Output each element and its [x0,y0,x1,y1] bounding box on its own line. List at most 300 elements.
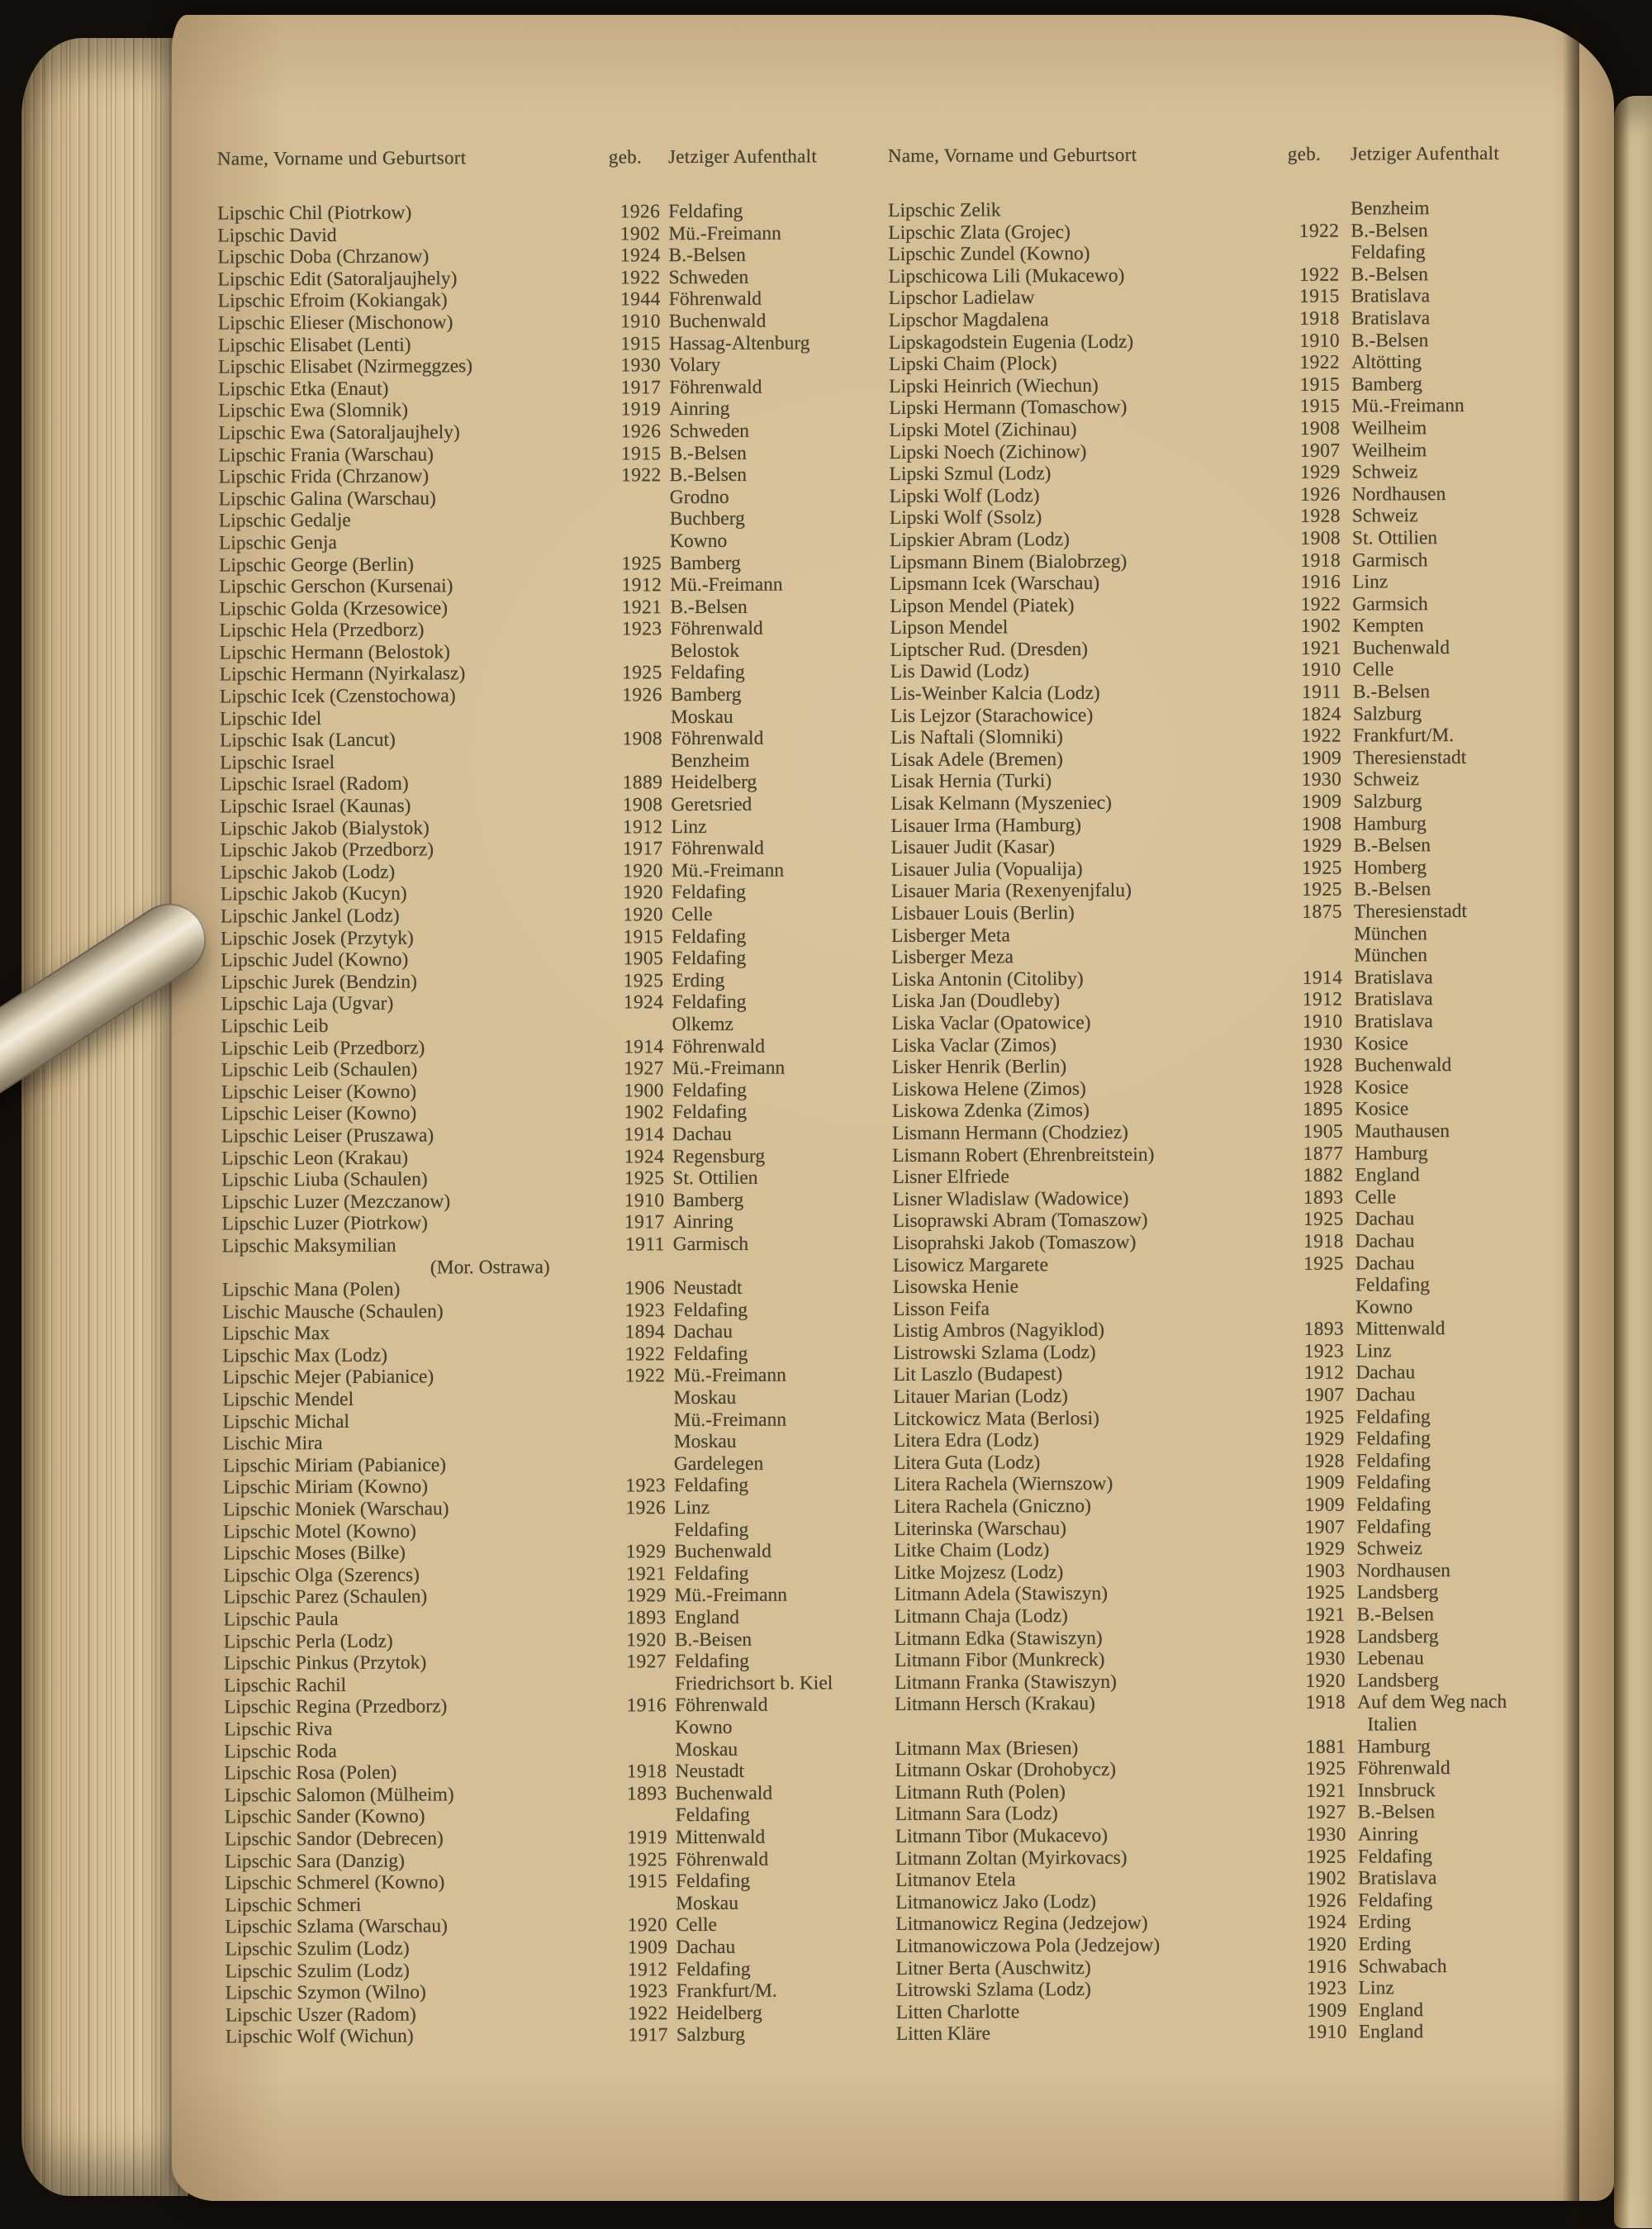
table-row [220,706,857,730]
entry-birthyear: 1915 [1270,396,1340,418]
header-birthyear-label: geb. [591,146,660,168]
entry-location: Feldafing [1355,1274,1430,1296]
entry-name: Lipschic Schmeri [225,1894,361,1918]
entry-location: B.-Belsen [670,464,747,487]
entry-birthyear: 1925 [1275,1252,1344,1275]
entry-location: Garmisch [1352,549,1427,572]
entry-name: Lisak Hernia (Turki) [890,771,1051,794]
entry-birthyear: 1914 [1273,967,1342,989]
entry-location: Feldafing [672,948,746,970]
entry-birthyear: 1925 [1277,1846,1346,1868]
table-row [225,1913,862,1938]
entry-birthyear: 1881 [1276,1736,1346,1758]
entry-name: Lipschic Luzer (Mezczanow) [221,1191,450,1214]
entry-location: Dachau [1355,1252,1415,1275]
entry-location: Linz [1359,1977,1394,1999]
entry-location: B.-Belsen [1351,330,1428,352]
table-row [221,882,858,906]
table-row [222,1255,860,1280]
entry-name: Litmanowicz Jako (Lodz) [895,1891,1096,1914]
entry-name: Lipschic Jakob (Lodz) [221,861,396,884]
gutter-shadow [1563,26,1579,2229]
table-row [223,1409,861,1433]
entry-birthyear: 1928 [1274,1055,1343,1077]
entry-location: Mü.-Freimann [670,574,783,597]
entry-location: Buchenwald [669,311,767,334]
table-row [890,460,1602,485]
entry-location: B.-Belsen [670,596,747,618]
entry-birthyear: 1908 [1270,418,1340,440]
entry-birthyear: 1922 [596,1366,665,1388]
entry-birthyear: 1922 [592,464,662,487]
entry-location: Frankfurt/M. [676,1980,777,2003]
entry-birthyear: 1925 [1275,1406,1345,1428]
table-row [892,1163,1604,1188]
entry-birthyear: 1909 [598,1937,667,1959]
entry-birthyear: 1921 [1276,1604,1346,1627]
entry-location: Feldafing [672,991,746,1014]
entry-birthyear: 1903 [1275,1560,1345,1582]
table-row [895,1735,1607,1760]
table-row [895,1866,1607,1891]
entry-name: Liskowa Helene (Zimos) [892,1078,1086,1101]
entry-location: Feldafing [1356,1516,1431,1538]
table-row [225,1804,862,1829]
entry-name: Lipschic Edit (Satoraljaujhely) [218,268,458,291]
page-stack-edges [21,38,188,2196]
entry-location: Linz [674,1497,710,1519]
table-row [891,1010,1603,1034]
table-row [224,1738,862,1763]
entry-birthyear: 1902 [595,1102,664,1124]
table-row [221,1013,859,1038]
entry-location: Feldafing [674,1563,748,1585]
entry-name: Literinska (Warschau) [894,1518,1066,1541]
entry-location: Schweiz [1352,461,1418,483]
entry-location: B.-Belsen [1354,879,1431,901]
table-row [223,1430,861,1455]
entry-birthyear: 1912 [1273,989,1342,1011]
entry-birthyear: 1925 [1273,879,1342,901]
table-row [218,332,856,357]
entry-birthyear: 1928 [1275,1450,1345,1472]
table-row [894,1537,1606,1561]
table-row [221,947,858,972]
entry-name: Lipschic Luzer (Piotrkow) [222,1213,428,1236]
table-row [223,1452,861,1477]
entry-name: Lipschic Icek (Czenstochowa) [220,685,456,708]
entry-location: Hassag-Altenburg [669,332,810,355]
header-residence-label: Jetziger Aufenthalt [668,145,817,168]
entry-name: Lipschic Hermann (Belostok) [220,641,450,664]
entry-name: Lipschic Jakob (Kucyn) [221,883,407,906]
entry-birthyear: 1912 [598,1959,667,1981]
entry-birthyear: 1926 [1271,483,1341,506]
entry-name: Lipschic Israel [220,752,335,775]
entry-location: Dachau [672,1124,732,1146]
entry-location: Erding [1358,1933,1411,1956]
entry-location: Feldafing [676,1870,750,1893]
entry-location: Garmisch [673,1233,748,1256]
entry-name: Lipschic Leiser (Kowno) [221,1103,416,1126]
table-row [893,1318,1605,1343]
header-name-label: Name, Vorname und Geburtsort [217,147,467,169]
entry-location: Buchenwald [676,1782,773,1805]
entry-location: Celle [672,904,713,926]
table-row [890,636,1602,661]
table-row [888,240,1600,265]
entry-location: Homberg [1354,857,1427,879]
table-row [893,1208,1605,1233]
table-row [889,285,1601,310]
entry-location: B.-Belsen [1354,834,1431,857]
table-row [889,416,1601,441]
table-row [891,856,1603,881]
entry-birthyear: 1929 [1273,835,1342,858]
table-row [890,658,1602,683]
entry-location: Salzburg [676,2024,745,2046]
entry-location: Feldafing [673,1343,748,1366]
table-row [891,900,1603,924]
entry-birthyear: 1875 [1273,901,1342,924]
entry-location: Bamberg [671,684,742,706]
table-row [891,878,1603,903]
entry-birthyear: 1894 [596,1321,665,1343]
entry-birthyear: 1922 [1272,725,1341,748]
table-row [894,1427,1606,1452]
entry-birthyear: 1893 [597,1607,667,1629]
entry-location: Kowno [675,1717,732,1739]
table-row [223,1562,861,1587]
entry-birthyear: 1924 [594,992,663,1015]
table-row [892,1032,1604,1057]
entry-location: Belostok [671,640,740,663]
entry-name: Lipschic Golda (Krzesowice) [219,597,448,620]
entry-location: Föhrenwald [1357,1757,1450,1780]
entry-birthyear: 1930 [1272,769,1341,791]
entry-location: Regensburg [672,1145,765,1167]
entry-location: Geretsried [671,794,752,816]
entry-birthyear: 1914 [595,1036,664,1058]
entry-location: Mü.-Freimann [668,222,781,245]
entry-name: Lipschic Sandor (Debrecen) [225,1827,444,1851]
entry-location: Dachau [1355,1362,1415,1385]
entry-name: Lipskagodstein Eugenia (Lodz) [889,330,1133,354]
entry-birthyear: 1905 [594,948,663,970]
entry-location: Moskau [673,1387,736,1409]
entry-name: Lisberger Meta [891,924,1010,948]
register-page [172,15,1614,2201]
entry-birthyear: 1921 [596,1563,666,1585]
entry-location: Moskau [676,1893,738,1915]
entry-location: B.-Belsen [669,442,746,464]
entry-location: Feldafing [671,662,745,684]
entry-name: Liptscher Rud. (Dresden) [890,639,1089,662]
entry-birthyear: 1930 [1274,1033,1343,1055]
entry-name: Lipski Motel (Zichinau) [889,419,1076,442]
entry-name: Lipschor Magdalena [889,309,1049,332]
entry-birthyear: 1918 [1270,308,1340,330]
entry-location: Dachau [676,1937,735,1959]
table-row [896,2021,1608,2046]
entry-birthyear: 1908 [1272,813,1341,835]
entry-location: Grodno [670,487,729,509]
entry-location: Dachau [673,1321,733,1343]
entry-name: Lipschic Schmerel (Kowno) [225,1872,444,1895]
entry-location: Ainring [669,398,729,421]
entry-location: Feldafing [1351,241,1425,264]
entry-name: Liska Antonin (Citoliby) [891,968,1084,991]
entry-location: England [1359,2021,1423,2043]
table-row [892,1142,1604,1167]
table-row [219,463,857,488]
entry-name: Litauer Marian (Lodz) [893,1385,1068,1409]
entry-birthyear: 1923 [599,1980,668,2003]
table-row [220,772,857,796]
entry-location: Kosice [1355,1076,1408,1099]
table-row [218,354,856,378]
entry-name: Litrowski Szlama (Lodz) [896,1979,1091,2002]
table-row [219,617,857,642]
entry-location: St. Ottilien [1352,527,1437,549]
table-row [895,1713,1607,1737]
entry-location: B.-Belsen [1351,264,1428,286]
entry-location: Feldafing [676,1804,750,1827]
entry-location: Buchenwald [674,1541,771,1564]
entry-name: Lisoprahski Jakob (Tomaszow) [893,1232,1137,1255]
table-row [890,790,1602,815]
entry-birthyear: 1910 [1278,2022,1347,2044]
entry-name: Litmann Max (Briesen) [895,1737,1078,1761]
entry-name: Liska Vaclar (Zimos) [892,1034,1056,1057]
entry-location: München [1354,944,1427,967]
entry-birthyear: 1910 [1273,1011,1342,1034]
entry-name: Lisker Henrik (Berlin) [892,1056,1067,1079]
entry-birthyear: 1916 [1271,572,1341,594]
entry-name: Lipschicowa Lili (Mukacewo) [889,265,1125,288]
table-row [891,834,1603,858]
entry-name: Lipschic Motel (Kowno) [223,1520,416,1543]
entry-location: Schweden [669,421,749,443]
entry-birthyear: 1909 [1275,1472,1345,1495]
entry-location: Weilheim [1351,417,1427,440]
table-row [218,288,856,313]
table-row [224,1760,862,1785]
entry-name: Lisauer Irma (Hamburg) [890,815,1081,838]
entry-birthyear: 1882 [1274,1165,1343,1187]
entry-birthyear: 1925 [1273,857,1342,879]
table-row [221,903,858,928]
entry-location: Moskau [674,1431,737,1453]
table-row [225,1979,863,2004]
entry-location: Föhrenwald [676,1848,768,1870]
entry-name: Lipsmann Icek (Warschau) [890,573,1099,596]
entry-name: Litmann Ruth (Polen) [895,1781,1066,1804]
entry-name: Lipschic Uszer (Radom) [225,2003,416,2027]
entry-name: Lipschic Gerschon (Kursenai) [219,575,453,598]
header-birthyear-label: geb. [1270,144,1339,165]
entry-name: Litke Chaim (Lodz) [894,1539,1049,1562]
entry-birthyear: 1824 [1272,703,1341,725]
table-row [889,307,1601,331]
entry-location: Salzburg [1353,703,1422,725]
entry-name: Litmann Zoltan (Myirkovacs) [895,1846,1127,1870]
table-row [219,573,857,598]
entry-birthyear: 1915 [1270,373,1340,396]
table-row [220,683,857,708]
entry-location: Kowno [1355,1296,1412,1319]
entry-location: Feldafing [673,1299,748,1321]
entry-birthyear: 1909 [1272,791,1341,814]
table-row [890,570,1602,595]
table-row [893,1339,1605,1364]
table-row [890,615,1602,639]
entry-name: Litmann Fibor (Munkreck) [895,1649,1105,1672]
entry-birthyear: 1917 [599,2024,668,2046]
entry-birthyear: 1902 [1271,615,1341,638]
entry-name: Lipschic Jakob (Bialystok) [220,817,429,840]
entry-birthyear: 1925 [592,553,662,575]
entry-location: Feldafing [674,1475,748,1497]
entry-birthyear: 1928 [1271,506,1341,528]
table-row [223,1475,861,1499]
entry-name: Lipschic Riva [224,1718,332,1742]
table-row [221,859,858,884]
entry-location: Schwabach [1358,1956,1446,1978]
entry-birthyear: 1922 [1270,220,1339,242]
entry-name: Lipschic Michal [223,1411,349,1434]
entry-location: B.-Belsen [668,245,745,267]
entry-name: Lipschic Sander (Kowno) [225,1806,425,1829]
table-row [220,727,857,752]
table-row [890,592,1602,617]
entry-name: Lis Naftali (Slomniki) [890,726,1063,749]
entry-name: Lipschic Maksymilian [222,1235,396,1258]
entry-name: Litten Kläre [896,2023,990,2046]
table-row [893,1229,1605,1254]
entry-location: Friedrichsort b. Kiel [675,1672,833,1695]
entry-name: Lipschic Max (Lodz) [222,1345,387,1368]
entry-location: Föhrenwald [671,728,763,750]
table-row [218,310,856,335]
entry-name: Litner Berta (Auschwitz) [895,1956,1090,1979]
table-row [888,219,1600,244]
table-row [225,2002,863,2027]
entry-name: Lipschic Jankel (Lodz) [221,905,400,929]
entry-location: Bamberg [672,1190,743,1212]
table-row [221,1057,859,1081]
entry-location: Frankfurt/M. [1353,725,1454,748]
entry-name: Lipschic Israel (Radom) [220,773,409,796]
entry-birthyear: 1928 [1276,1626,1346,1648]
entry-birthyear: 1930 [1276,1648,1346,1671]
entry-name: Lipschic Elisabet (Nzirmeggzes) [218,355,472,378]
entry-location: Linz [1355,1340,1391,1362]
entry-location: Feldafing [668,201,743,223]
left-column [216,15,854,17]
table-row [890,526,1602,551]
entry-birthyear: 1923 [592,618,662,640]
entry-name: Litmanowiczowa Pola (Jedzejow) [895,1935,1160,1958]
entry-name: Lipschic Galina (Warschau) [219,487,436,511]
entry-location: Bratislava [1354,1010,1432,1033]
entry-name: Lipschic Wolf (Wichun) [225,2026,414,2049]
entry-name: Lipschic Rachil [224,1675,346,1698]
entry-location: B.-Belsen [1351,220,1427,242]
table-row [219,507,857,532]
entry-name: Lipschic Isak (Lancut) [220,730,396,753]
entry-location: St. Ottilien [672,1167,757,1190]
entry-location: England [1359,1999,1423,2022]
entry-location: Linz [671,816,706,839]
entry-location: Hamburg [1355,1143,1427,1165]
entry-location: Kosice [1355,1033,1408,1055]
entry-name: Lipski Heinrich (Wiechun) [889,375,1099,398]
entry-birthyear: 1920 [597,1629,667,1652]
table-row [890,768,1602,793]
entry-birthyear: 1915 [591,333,661,355]
table-row [889,395,1601,420]
entry-location: Neustadt [675,1761,744,1783]
entry-name: Lipski Chaim (Plock) [889,353,1057,376]
entry-location: Linz [1352,571,1388,593]
entry-birthyear: 1930 [1277,1824,1346,1846]
entry-name: Litten Charlotte [896,2001,1020,2024]
table-row [225,1936,862,1960]
table-row [895,1603,1607,1628]
entry-birthyear: 1923 [1275,1340,1344,1362]
entry-name: Lipschic Leib [221,1015,329,1038]
table-row [895,1625,1607,1650]
entry-location: Kowno [670,530,727,553]
entry-name: Lipschic Frania (Warschau) [218,444,434,467]
entry-birthyear: 1902 [591,223,660,245]
entry-location: Nordhausen [1352,483,1446,506]
entry-name: Lipski Wolf (Lodz) [890,485,1040,508]
entry-birthyear: 1902 [1277,1868,1346,1890]
entry-name: Lipski Noech (Zichinow) [889,441,1086,464]
entry-location: Hamburg [1353,813,1426,835]
entry-location: Hamburg [1357,1736,1430,1758]
entry-birthyear: 1927 [597,1651,667,1673]
entry-birthyear: 1927 [595,1057,664,1080]
table-row [218,420,856,444]
table-row [895,1647,1607,1671]
entry-name: Lipschic Leib (Przedborz) [221,1037,425,1060]
entry-name: Lipschic Idel [220,708,321,731]
entry-name: Lisson Feifa [893,1298,990,1321]
entry-birthyear: 1922 [599,2003,668,2025]
entry-location: Feldafing [1356,1406,1431,1428]
entry-location: Benzheim [671,750,749,772]
entry-birthyear: 1911 [1272,682,1341,704]
table-row [220,662,857,687]
entry-name: Lisauer Julia (Vopualija) [891,858,1083,882]
entry-birthyear: 1921 [1277,1780,1346,1802]
table-row [894,1515,1606,1540]
table-row [221,1101,859,1126]
table-row [221,1079,859,1104]
table-row [889,329,1601,354]
entry-birthyear: 1915 [594,926,663,948]
entry-location: Erding [1358,1912,1411,1934]
entry-birthyear: 1918 [597,1761,667,1783]
entry-name: Lipschic Hela (Przedborz) [219,620,424,643]
entry-location: B.-Belsen [1353,681,1430,703]
entry-name: Lisak Adele (Bremen) [890,749,1063,772]
entry-name: Liska Jan (Doudleby) [891,990,1060,1013]
table-row [895,1889,1607,1913]
